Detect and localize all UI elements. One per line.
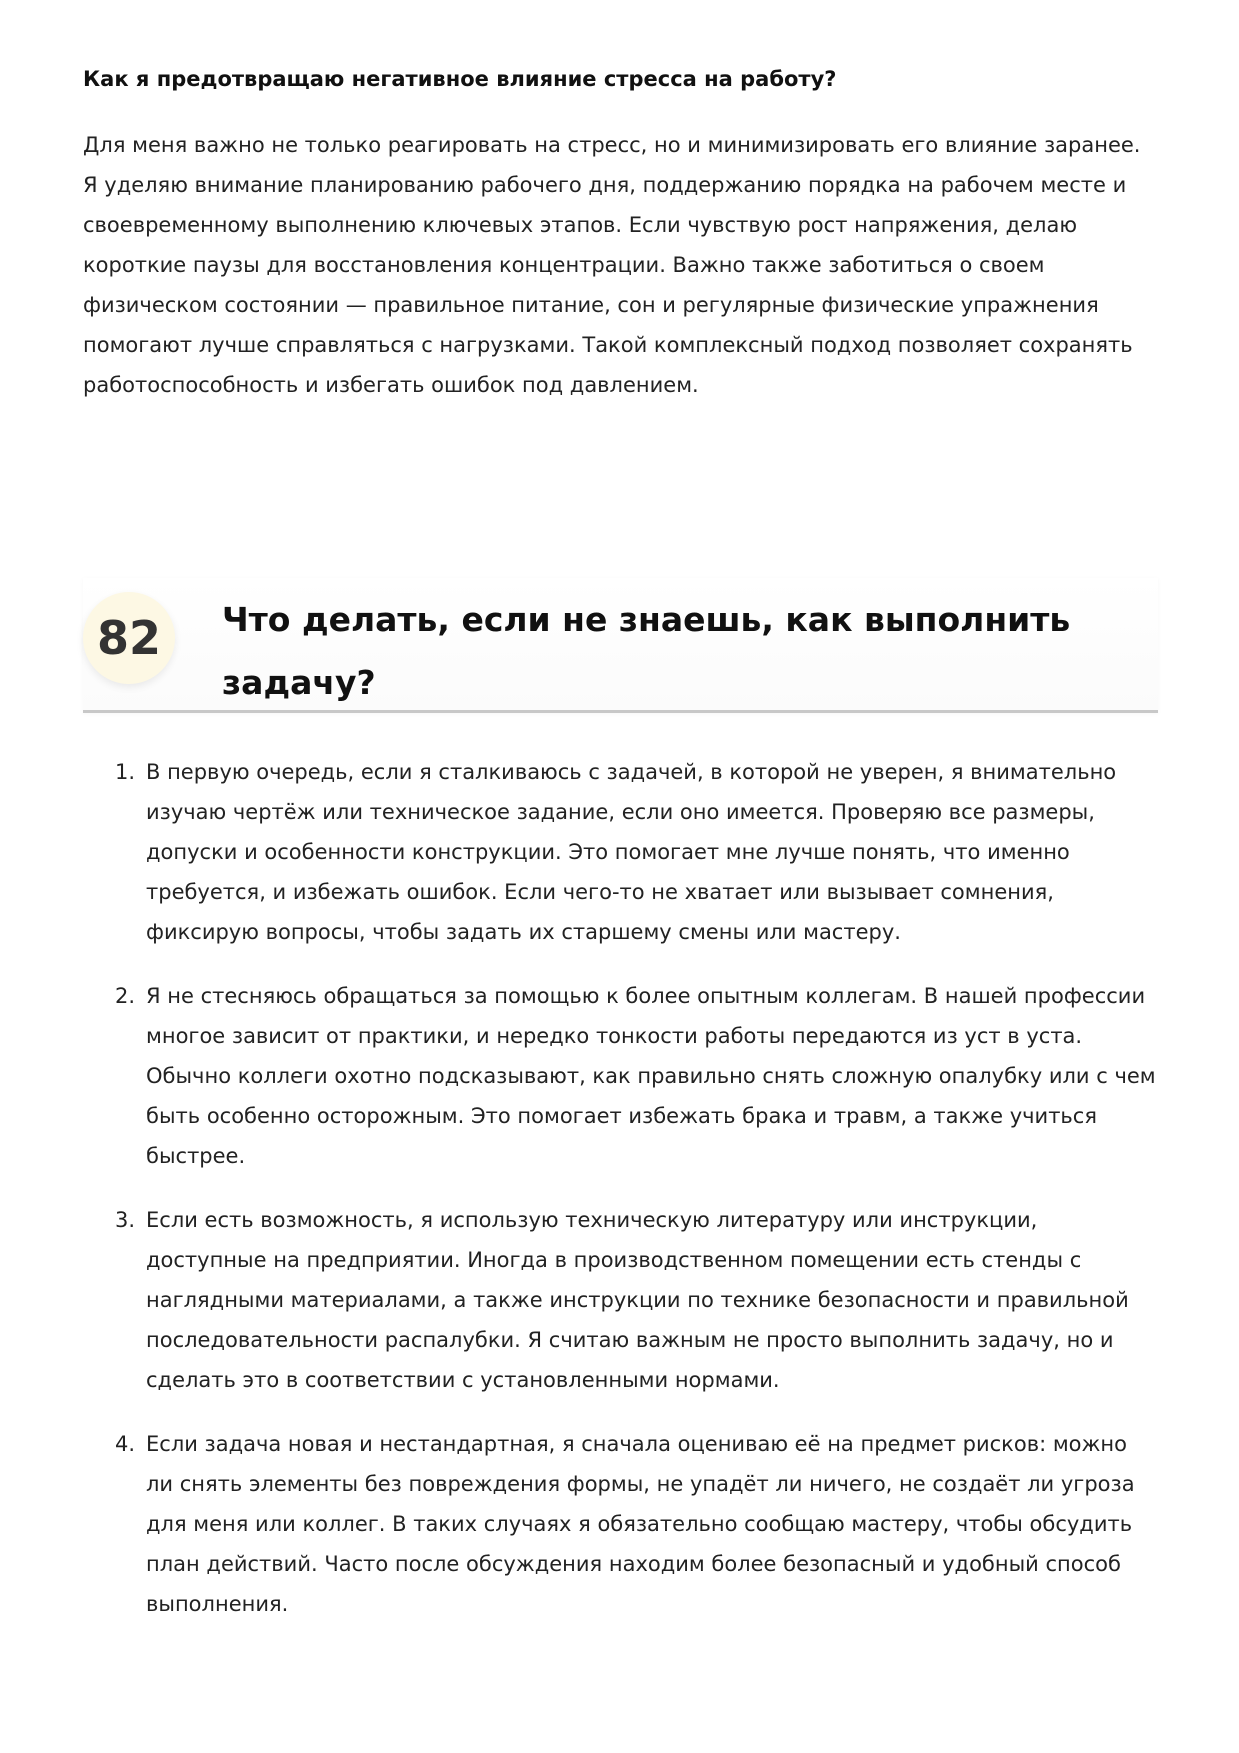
- intro-paragraph: Для меня важно не только реагировать на стресс, но и минимизировать его влияние заранее. Я уделяю внимание планированию рабочего дня, поддержанию порядка на рабочем месте и своевременному выполнению ключевых этапов. Если чувствую рост напряжения, делаю короткие паузы для восстановления концентрации. Важно также заботиться о своем физическом состоянии — правильное питание, сон и регулярные физические упражнения помогают лучше справляться с нагрузками. Такой комплексный подход позволяет сохранять работоспособность и избегать ошибок под давлением.: [83, 133, 1141, 397]
- list-item-text: Если задача новая и нестандартная, я сначала оцениваю её на предмет рисков: можно ли снять элементы без повреждения формы, не упадёт ли ничего, не создаёт ли угроза для меня или коллег. В таких случаях я обязательно сообщаю мастеру, чтобы обсудить план действий. Часто после обсуждения находим более безопасный и удобный способ выполнения.: [146, 1432, 1135, 1616]
- answer-list: [83, 752, 1158, 1648]
- list-item-text: Если есть возможность, я использую техническую литературу или инструкции, доступные на предприятии. Иногда в производственном помещении есть стенды с наглядными материалами, а также инструкции по технике безопасности и правильной последовательности распалубки. Я считаю важным не просто выполнить задачу, но и сделать это в соответствии с установленными нормами.: [146, 1208, 1129, 1392]
- section-header: [83, 578, 1158, 713]
- list-item-number: 4.: [115, 1432, 136, 1456]
- list-item-number: 3.: [115, 1208, 136, 1232]
- section-title: Что делать, если не знаешь, как выполнить задачу?: [222, 600, 1071, 702]
- question-subheading: Как я предотвращаю негативное влияние стресса на работу?: [83, 67, 837, 91]
- list-item-number: 2.: [115, 984, 136, 1008]
- list-item-number: 1.: [115, 760, 136, 784]
- list-item-text: Я не стесняюсь обращаться за помощью к более опытным коллегам. В нашей профессии многое зависит от практики, и нередко тонкости работы передаются из уст в уста. Обычно коллеги охотно подсказывают, как правильно снять сложную опалубку или с чем быть особенно осторожным. Это помогает избежать брака и травм, а также учиться быстрее.: [146, 984, 1156, 1168]
- list-item: [83, 752, 1158, 952]
- list-item-text: В первую очередь, если я сталкиваюсь с задачей, в которой не уверен, я внимательно изучаю чертёж или техническое задание, если оно имеется. Проверяю все размеры, допуски и особенности конструкции. Это помогает мне лучше понять, что именно требуется, и избежать ошибок. Если чего-то не хватает или вызывает сомнения, фиксирую вопросы, чтобы задать их старшему смены или мастеру.: [146, 760, 1117, 944]
- list-item: [83, 976, 1158, 1176]
- list-item: [83, 1424, 1158, 1624]
- list-item: [83, 1200, 1158, 1400]
- section-number-badge: 82: [83, 592, 175, 684]
